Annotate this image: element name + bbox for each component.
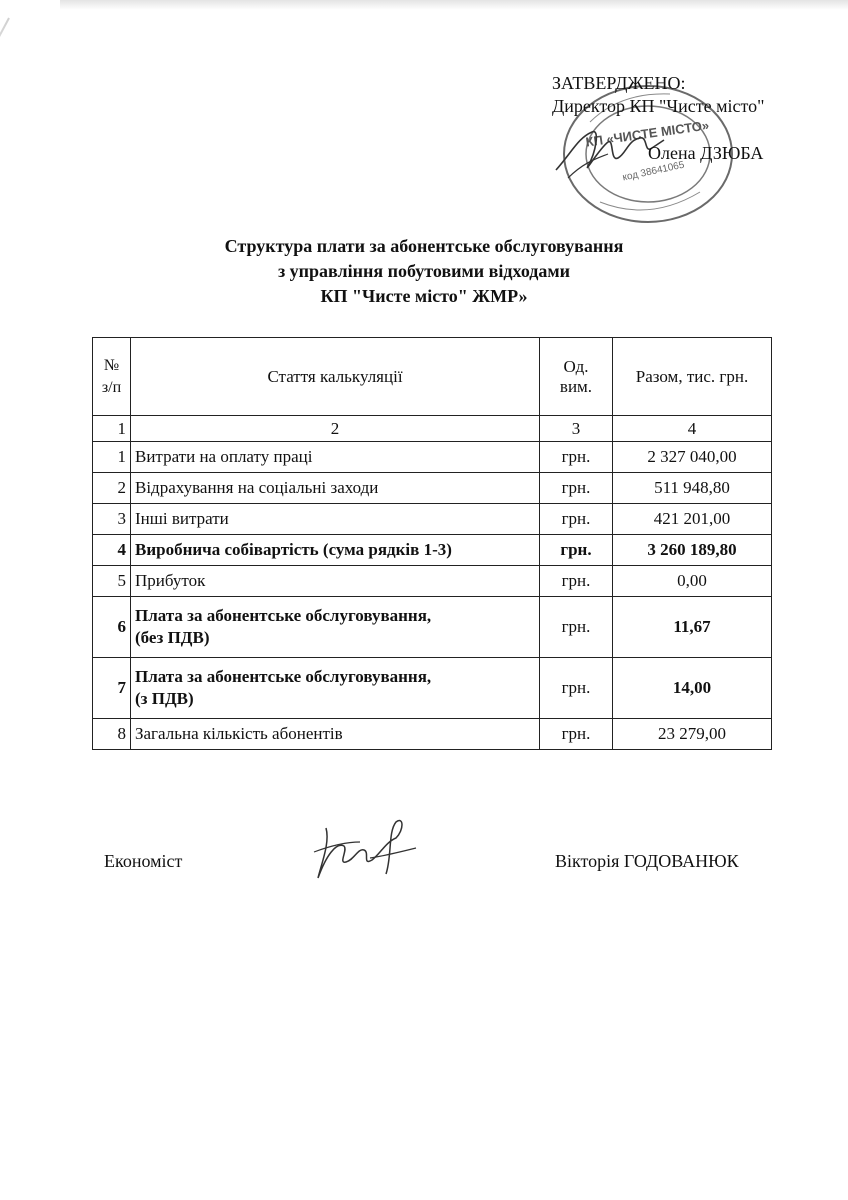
index-cell: 4 (613, 416, 772, 442)
scan-edge-line (0, 18, 10, 134)
row-number: 4 (93, 535, 131, 566)
calculation-table (92, 337, 772, 750)
table-row-total (93, 535, 772, 566)
row-value: 0,00 (613, 566, 772, 597)
scan-shadow (60, 0, 848, 10)
row-item: Прибуток (131, 566, 540, 597)
document-title (100, 234, 748, 309)
row-unit: грн. (540, 719, 613, 750)
row-unit: грн. (540, 658, 613, 719)
economist-role: Економіст (104, 851, 183, 871)
row-number: 6 (93, 597, 131, 658)
row-item: Відрахування на соціальні заходи (131, 473, 540, 504)
row-item: Витрати на оплату праці (131, 442, 540, 473)
approval-block (552, 72, 765, 163)
row-value: 11,67 (613, 597, 772, 658)
table-row (93, 442, 772, 473)
index-cell: 1 (93, 416, 131, 442)
row-item: Загальна кількість абонентів (131, 719, 540, 750)
stamp-code: код 38641065 (621, 159, 686, 184)
row-value: 23 279,00 (613, 719, 772, 750)
row-value: 511 948,80 (613, 473, 772, 504)
economist-signature (300, 812, 420, 890)
row-value: 2 327 040,00 (613, 442, 772, 473)
index-cell: 2 (131, 416, 540, 442)
header-item: Стаття калькуляції (131, 338, 540, 416)
title-line-3: КП "Чисте місто" ЖМР» (320, 286, 528, 306)
index-cell: 3 (540, 416, 613, 442)
row-number: 2 (93, 473, 131, 504)
row-number: 5 (93, 566, 131, 597)
row-unit: грн. (540, 473, 613, 504)
row-item: Плата за абонентське обслуговування, (без ПДВ) (131, 597, 540, 658)
row-value: 421 201,00 (613, 504, 772, 535)
row-number: 1 (93, 442, 131, 473)
title-line-1: Структура плати за абонентське обслуговування (224, 236, 624, 256)
stamp-org-name: КП «ЧИСТЕ МІСТО» (584, 117, 710, 150)
approval-position: Директор КП "Чисте місто" (552, 96, 765, 116)
table-header-row (93, 338, 772, 416)
table-index-row (93, 416, 772, 442)
row-unit: грн. (540, 597, 613, 658)
title-line-2: з управління побутовими відходами (277, 261, 571, 281)
row-item: Виробнича собівартість (сума рядків 1-3) (131, 535, 540, 566)
header-unit: Од. вим. (540, 338, 613, 416)
table-row (93, 719, 772, 750)
row-number: 7 (93, 658, 131, 719)
row-unit: грн. (540, 566, 613, 597)
table-row-fee-no-vat (93, 597, 772, 658)
row-item: Інші витрати (131, 504, 540, 535)
row-value: 14,00 (613, 658, 772, 719)
table-row (93, 473, 772, 504)
approval-label: ЗАТВЕРДЖЕНО: (552, 73, 686, 93)
table-row (93, 566, 772, 597)
row-unit: грн. (540, 535, 613, 566)
economist-name: Вікторія ГОДОВАНЮК (555, 851, 739, 871)
approval-signer: Олена ДЗЮБА (648, 143, 764, 163)
row-unit: грн. (540, 504, 613, 535)
row-item: Плата за абонентське обслуговування, (з ПДВ) (131, 658, 540, 719)
row-value: 3 260 189,80 (613, 535, 772, 566)
table-row-fee-with-vat (93, 658, 772, 719)
table-row (93, 504, 772, 535)
row-number: 3 (93, 504, 131, 535)
header-value: Разом, тис. грн. (613, 338, 772, 416)
header-number: № з/п (93, 338, 131, 416)
row-unit: грн. (540, 442, 613, 473)
row-number: 8 (93, 719, 131, 750)
